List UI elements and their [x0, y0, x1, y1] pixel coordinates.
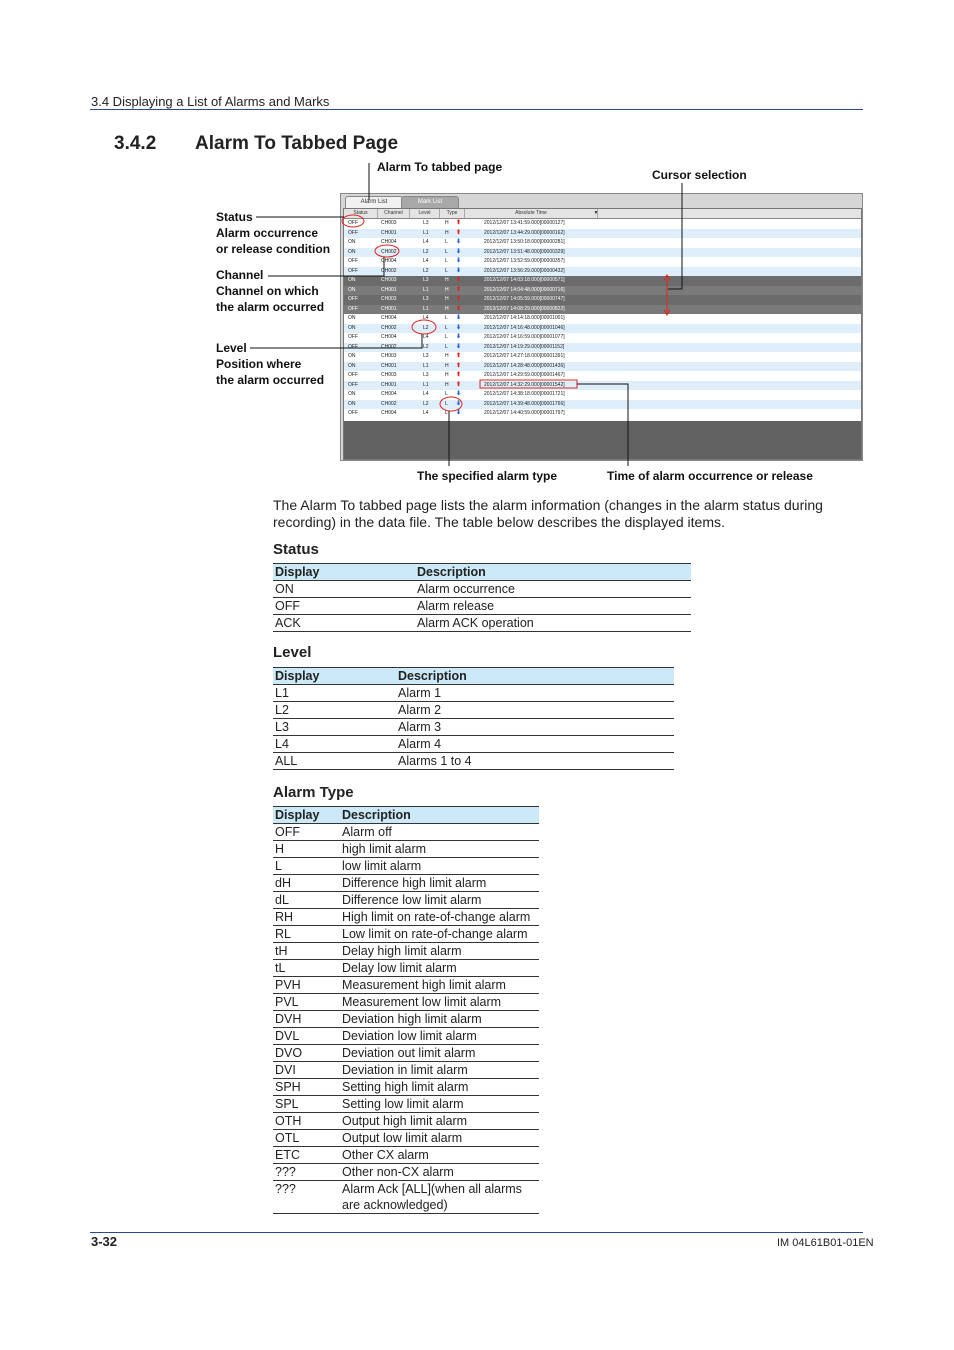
- leader-cursor: [668, 183, 682, 289]
- level-row: [273, 702, 674, 719]
- grid-cell-level: L4: [423, 258, 429, 264]
- type-display-cell: H: [273, 841, 340, 858]
- grid-cell-status: OFF: [348, 343, 358, 350]
- type-row: [273, 909, 539, 926]
- status-display-cell: ACK: [273, 615, 415, 632]
- grid-cell-channel: CH002: [381, 324, 397, 331]
- type-row: [273, 1113, 539, 1130]
- type-description-cell: Deviation low limit alarm: [340, 1028, 539, 1045]
- grid-cell-channel: CH003: [381, 296, 397, 302]
- type-display-cell: SPL: [273, 1096, 340, 1113]
- grid-cell-status: OFF: [348, 410, 358, 416]
- type-description-cell: Difference high limit alarm: [340, 875, 539, 892]
- grid-cell-channel: CH001: [381, 286, 397, 293]
- grid-cell-channel: CH002: [381, 267, 397, 274]
- grid-cell-type: H: [445, 372, 449, 378]
- grid-cell-status: OFF: [348, 305, 358, 312]
- type-display-cell: L: [273, 858, 340, 875]
- grid-cell-channel: CH004: [381, 315, 397, 321]
- type-col-display: Display: [273, 807, 340, 824]
- type-display-cell: ETC: [273, 1147, 340, 1164]
- type-row: [273, 960, 539, 977]
- arrow-down-icon: ⬇: [456, 248, 462, 255]
- leader-channel: [268, 257, 384, 276]
- grid-cell-channel: CH002: [381, 248, 397, 255]
- arrow-up-icon: ⬆: [456, 353, 462, 359]
- grid-cell-channel: CH001: [381, 229, 397, 236]
- grid-cell-channel: CH003: [381, 277, 397, 283]
- grid-cell-status: OFF: [348, 258, 358, 264]
- grid-cell-status: OFF: [348, 372, 358, 378]
- doc-id: IM 04L61B01-01EN: [777, 1237, 874, 1249]
- arrow-down-icon: ⬇: [456, 267, 462, 274]
- level-description-cell: Alarm 2: [396, 702, 674, 719]
- intro-line-2: recording) in the data file. The table below describes the displayed items.: [273, 514, 725, 530]
- status-circle-marker: [342, 215, 364, 227]
- arrow-up-icon: ⬆: [456, 372, 462, 378]
- arrow-down-icon: ⬇: [456, 239, 462, 245]
- grid-cell-type: L: [445, 400, 448, 407]
- grid-cell-time: 2012/12/07 14:05:59.000[00000747]: [484, 296, 565, 302]
- type-display-cell: DVL: [273, 1028, 340, 1045]
- grid-cell-type: L: [445, 267, 448, 274]
- footer-rule: [90, 1232, 863, 1233]
- grid-cell-level: L4: [423, 239, 429, 245]
- grid-cell-status: ON: [348, 239, 356, 245]
- grid-cell-level: L3: [423, 220, 429, 226]
- grid-cell-channel: CH003: [381, 353, 397, 359]
- type-display-cell: dL: [273, 892, 340, 909]
- red-markers: [342, 215, 670, 411]
- type-table-body: [273, 824, 539, 1214]
- type-display-cell: ???: [273, 1181, 340, 1214]
- grid-cell-channel: CH002: [381, 343, 397, 350]
- status-description-cell: Alarm release: [415, 598, 691, 615]
- type-display-cell: dH: [273, 875, 340, 892]
- level-col-description: Description: [396, 668, 674, 685]
- leader-level: [250, 334, 422, 348]
- callout-channel-desc2: the alarm occurred: [216, 300, 325, 314]
- grid-cell-time: 2012/12/07 14:08:29.000[00000822]: [484, 305, 565, 312]
- type-row: [273, 1130, 539, 1147]
- grid-cell-channel: CH002: [381, 400, 397, 407]
- type-row: [273, 1028, 539, 1045]
- grid-cell-channel: CH004: [381, 258, 397, 264]
- col-level[interactable]: Level: [410, 209, 440, 218]
- type-circle-marker: [440, 397, 462, 411]
- type-description-cell: Deviation in limit alarm: [340, 1062, 539, 1079]
- level-display-cell: ALL: [273, 753, 396, 770]
- type-description-cell: Delay high limit alarm: [340, 943, 539, 960]
- callout-alarm-to-tabbed: Alarm To tabbed page: [377, 160, 503, 174]
- level-row: [273, 736, 674, 753]
- grid-cell-type: H: [445, 277, 449, 283]
- arrow-down-icon: ⬇: [456, 334, 462, 340]
- col-status[interactable]: Status: [344, 209, 378, 218]
- type-display-cell: ???: [273, 1164, 340, 1181]
- type-row: [273, 977, 539, 994]
- callout-channel-title: Channel: [216, 268, 264, 282]
- type-description-cell: Output low limit alarm: [340, 1130, 539, 1147]
- grid-cell-time: 2012/12/07 13:41:59.000[00000127]: [484, 220, 565, 226]
- arrow-down-icon: ⬇: [456, 410, 462, 416]
- type-description-cell: High limit on rate-of-change alarm: [340, 909, 539, 926]
- grid-cell-type: H: [445, 229, 449, 236]
- grid-cell-level: L1: [423, 229, 429, 236]
- type-row: [273, 943, 539, 960]
- grid-cell-channel: CH003: [381, 372, 397, 378]
- grid-cell-time: 2012/12/07 14:19:29.000[00001152]: [484, 343, 565, 350]
- grid-cell-type: L: [445, 343, 448, 350]
- status-description-cell: Alarm occurrence: [415, 581, 691, 598]
- grid-cell-time: 2012/12/07 13:56:29.000[00000432]: [484, 267, 565, 274]
- type-description-cell: Difference low limit alarm: [340, 892, 539, 909]
- grid-cell-channel: CH001: [381, 305, 397, 312]
- grid-cell-status: ON: [348, 400, 356, 407]
- grid-cell-type: H: [445, 296, 449, 302]
- type-row: [273, 926, 539, 943]
- grid-cell-time: 2012/12/07 14:28:48.000[00001436]: [484, 362, 565, 369]
- status-row: [273, 598, 691, 615]
- level-description-cell: Alarm 3: [396, 719, 674, 736]
- status-display-cell: OFF: [273, 598, 415, 615]
- grid-cell-time: 2012/12/07 13:50:18.000[00000281]: [484, 239, 565, 245]
- grid-cell-time: 2012/12/07 14:04:48.000[00000716]: [484, 286, 565, 293]
- type-row: [273, 1181, 539, 1214]
- arrow-down-icon: ⬇: [456, 324, 462, 331]
- leader-lines: [250, 163, 682, 466]
- tab-alarm-list[interactable]: Alarm List: [345, 196, 403, 208]
- level-description-cell: Alarm 1: [396, 685, 674, 702]
- grid-cell-time: 2012/12/07 14:39:48.000[00001766]: [484, 400, 565, 407]
- grid-cell-status: OFF: [348, 381, 358, 388]
- arrow-down-icon: ⬇: [456, 400, 462, 407]
- leader-time: [577, 384, 628, 466]
- callout-level-desc2: the alarm occurred: [216, 373, 325, 387]
- type-description-cell: Output high limit alarm: [340, 1113, 539, 1130]
- type-display-cell: SPH: [273, 1079, 340, 1096]
- grid-cell-level: L1: [423, 362, 429, 369]
- channel-circle-marker: [375, 245, 399, 257]
- grid-cell-level: L3: [423, 277, 429, 283]
- type-description-cell: Setting high limit alarm: [340, 1079, 539, 1096]
- grid-cell-level: L3: [423, 353, 429, 359]
- grid-cell-type: H: [445, 305, 449, 312]
- type-description-cell: Alarm Ack [ALL](when all alarms are acknowledged): [340, 1181, 539, 1214]
- col-type[interactable]: Type: [440, 209, 465, 218]
- type-row: [273, 858, 539, 875]
- callout-specified-type: The specified alarm type: [417, 469, 558, 483]
- grid-cell-time: 2012/12/07 14:03:18.000[00000571]: [484, 277, 565, 283]
- arrow-up-icon: ⬆: [456, 286, 462, 293]
- grid-cell-time: 2012/12/07 13:44:29.000[00000162]: [484, 229, 565, 236]
- grid-cell-status: OFF: [348, 220, 358, 226]
- type-description-cell: Alarm off: [340, 824, 539, 841]
- type-description-cell: Deviation out limit alarm: [340, 1045, 539, 1062]
- type-row: [273, 875, 539, 892]
- type-display-cell: OFF: [273, 824, 340, 841]
- callout-status-desc1: Alarm occurrence: [216, 226, 319, 240]
- grid-cell-level: L2: [423, 400, 429, 407]
- type-description-cell: Other CX alarm: [340, 1147, 539, 1164]
- grid-cell-type: L: [445, 248, 448, 255]
- callout-level-desc1: Position where: [216, 357, 302, 371]
- level-display-cell: L2: [273, 702, 396, 719]
- callout-level-title: Level: [216, 341, 247, 355]
- callout-status-desc2: or release condition: [216, 242, 331, 256]
- intro-paragraph: [273, 497, 853, 531]
- status-description-cell: Alarm ACK operation: [415, 615, 691, 632]
- col-absolute-time[interactable]: Absolute Time: [465, 209, 598, 218]
- status-table: [273, 563, 691, 632]
- type-description-cell: Setting low limit alarm: [340, 1096, 539, 1113]
- status-col-description: Description: [415, 564, 691, 581]
- level-display-cell: L4: [273, 736, 396, 753]
- grid-cell-channel: CH004: [381, 334, 397, 340]
- arrow-down-icon: ⬇: [456, 391, 462, 397]
- sort-down-icon[interactable]: ▼: [593, 210, 599, 216]
- type-row: [273, 841, 539, 858]
- arrow-up-icon: ⬆: [456, 296, 462, 302]
- grid-cell-time: 2012/12/07 14:27:18.000[00001391]: [484, 353, 565, 359]
- type-description-cell: Low limit on rate-of-change alarm: [340, 926, 539, 943]
- level-description-cell: Alarms 1 to 4: [396, 753, 674, 770]
- level-table-title: Level: [273, 644, 312, 661]
- type-description-cell: high limit alarm: [340, 841, 539, 858]
- grid-cell-type: H: [445, 353, 449, 359]
- type-display-cell: OTH: [273, 1113, 340, 1130]
- type-description-cell: Delay low limit alarm: [340, 960, 539, 977]
- type-display-cell: RL: [273, 926, 340, 943]
- level-col-display: Display: [273, 668, 396, 685]
- type-description-cell: Other non-CX alarm: [340, 1164, 539, 1181]
- type-row: [273, 892, 539, 909]
- intro-line-1: The Alarm To tabbed page lists the alarm information (changes in the alarm status during: [273, 497, 823, 513]
- type-display-cell: tL: [273, 960, 340, 977]
- arrow-down-icon: ⬇: [456, 315, 462, 321]
- grid-cell-time: 2012/12/07 14:40:59.000[00001797]: [484, 410, 565, 416]
- type-display-cell: RH: [273, 909, 340, 926]
- grid-cell-type: H: [445, 220, 449, 226]
- grid-cell-type: L: [445, 391, 448, 397]
- grid-cell-status: ON: [348, 248, 356, 255]
- grid-cell-time: 2012/12/07 14:14:18.000[00001001]: [484, 315, 565, 321]
- grid-cell-level: L1: [423, 286, 429, 293]
- grid-cell-time: 2012/12/07 14:38:18.000[00001721]: [484, 391, 565, 397]
- grid-cell-type: H: [445, 362, 449, 369]
- grid-cell-type: L: [445, 258, 448, 264]
- grid-cell-level: L3: [423, 296, 429, 302]
- type-display-cell: PVH: [273, 977, 340, 994]
- type-row: [273, 994, 539, 1011]
- type-description-cell: Measurement high limit alarm: [340, 977, 539, 994]
- grid-cell-time: 2012/12/07 14:29:59.000[00001467]: [484, 372, 565, 378]
- grid-cell-level: L2: [423, 343, 429, 350]
- grid-cell-channel: CH003: [381, 220, 397, 226]
- level-circle-marker: [412, 320, 436, 334]
- grid-cell-type: L: [445, 315, 448, 321]
- grid-cell-level: L2: [423, 248, 429, 255]
- grid-cell-time: 2012/12/07 13:52:59.000[00000357]: [484, 258, 565, 264]
- type-row: [273, 1079, 539, 1096]
- callout-status-title: Status: [216, 210, 253, 224]
- level-row: [273, 753, 674, 770]
- arrow-up-icon: ⬆: [456, 305, 462, 312]
- time-box-marker: [480, 380, 577, 388]
- grid-cell-type: H: [445, 381, 449, 388]
- status-table-body: [273, 581, 691, 632]
- type-row: [273, 824, 539, 841]
- grid-cell-channel: CH001: [381, 381, 397, 388]
- status-row: [273, 581, 691, 598]
- type-table: [273, 806, 539, 1214]
- type-row: [273, 1011, 539, 1028]
- grid-cell-status: ON: [348, 277, 356, 283]
- type-row: [273, 1062, 539, 1079]
- callout-time: Time of alarm occurrence or release: [607, 469, 813, 483]
- page-number: 3-32: [91, 1234, 118, 1249]
- arrow-down-icon: ⬇: [456, 258, 462, 264]
- type-display-cell: PVL: [273, 994, 340, 1011]
- callout-channel-desc1: Channel on which: [216, 284, 319, 298]
- grid-cell-status: OFF: [348, 229, 358, 236]
- grid-cell-type: L: [445, 239, 448, 245]
- col-channel[interactable]: Channel: [378, 209, 410, 218]
- type-description-cell: Deviation high limit alarm: [340, 1011, 539, 1028]
- level-display-cell: L3: [273, 719, 396, 736]
- grid-cell-channel: CH004: [381, 391, 397, 397]
- grid-cell-status: ON: [348, 362, 356, 369]
- status-row: [273, 615, 691, 632]
- type-display-cell: OTL: [273, 1130, 340, 1147]
- level-row: [273, 685, 674, 702]
- type-col-description: Description: [340, 807, 539, 824]
- grid-cell-time: 2012/12/07 14:16:59.000[00001077]: [484, 334, 565, 340]
- arrow-down-icon: ⬇: [456, 343, 462, 350]
- grid-cell-type: L: [445, 334, 448, 340]
- callout-cursor-selection: Cursor selection: [652, 168, 747, 182]
- type-description-cell: low limit alarm: [340, 858, 539, 875]
- level-description-cell: Alarm 4: [396, 736, 674, 753]
- type-row: [273, 1147, 539, 1164]
- grid-cell-type: L: [445, 410, 448, 416]
- grid-cell-time: 2012/12/07 14:32:29.000[00001542]: [484, 381, 565, 388]
- grid-cell-status: ON: [348, 286, 356, 293]
- section-number: 3.4.2: [114, 133, 157, 154]
- type-table-title: Alarm Type: [273, 784, 354, 801]
- tab-mark-list[interactable]: Mark List: [401, 196, 459, 208]
- grid-cell-level: L4: [423, 315, 429, 321]
- type-description-cell: Measurement low limit alarm: [340, 994, 539, 1011]
- status-table-title: Status: [273, 541, 319, 558]
- grid-cell-level: L1: [423, 305, 429, 312]
- grid-cell-time: 2012/12/07 13:51:48.000[00000329]: [484, 248, 565, 255]
- grid-cell-level: L1: [423, 381, 429, 388]
- type-display-cell: tH: [273, 943, 340, 960]
- arrow-up-icon: ⬆: [456, 229, 462, 236]
- grid-cell-channel: CH004: [381, 239, 397, 245]
- grid-cell-channel: CH004: [381, 410, 397, 416]
- grid-cell-channel: CH001: [381, 362, 397, 369]
- level-table-body: [273, 685, 674, 770]
- grid-cell-status: OFF: [348, 267, 358, 274]
- status-col-display: Display: [273, 564, 415, 581]
- grid-cell-status: ON: [348, 353, 356, 359]
- grid-cell-level: L3: [423, 372, 429, 378]
- grid-cell-status: ON: [348, 391, 356, 397]
- arrow-up-icon: ⬆: [456, 277, 462, 283]
- grid-cell-type: L: [445, 324, 448, 331]
- type-row: [273, 1096, 539, 1113]
- grid-cell-level: L4: [423, 334, 429, 340]
- grid-cell-level: L2: [423, 324, 429, 331]
- status-display-cell: ON: [273, 581, 415, 598]
- grid-cell-type: H: [445, 286, 449, 293]
- running-header: 3.4 Displaying a List of Alarms and Marks: [91, 94, 330, 109]
- type-display-cell: DVO: [273, 1045, 340, 1062]
- type-row: [273, 1045, 539, 1062]
- level-row: [273, 719, 674, 736]
- grid-cell-level: L4: [423, 391, 429, 397]
- type-display-cell: DVI: [273, 1062, 340, 1079]
- section-title: Alarm To Tabbed Page: [195, 133, 399, 154]
- arrow-up-icon: ⬆: [456, 362, 462, 369]
- level-table: [273, 667, 674, 770]
- grid-cell-status: ON: [348, 324, 356, 331]
- grid-cell-status: ON: [348, 315, 356, 321]
- grid-cell-level: L4: [423, 410, 429, 416]
- grid-cell-status: OFF: [348, 334, 358, 340]
- grid-cell-level: L2: [423, 267, 429, 274]
- arrow-up-icon: ⬆: [456, 381, 462, 388]
- type-row: [273, 1164, 539, 1181]
- type-display-cell: DVH: [273, 1011, 340, 1028]
- grid-cell-time: 2012/12/07 14:16:48.000[00001046]: [484, 324, 565, 331]
- level-display-cell: L1: [273, 685, 396, 702]
- arrow-up-icon: ⬆: [456, 220, 462, 226]
- grid-cell-status: OFF: [348, 296, 358, 302]
